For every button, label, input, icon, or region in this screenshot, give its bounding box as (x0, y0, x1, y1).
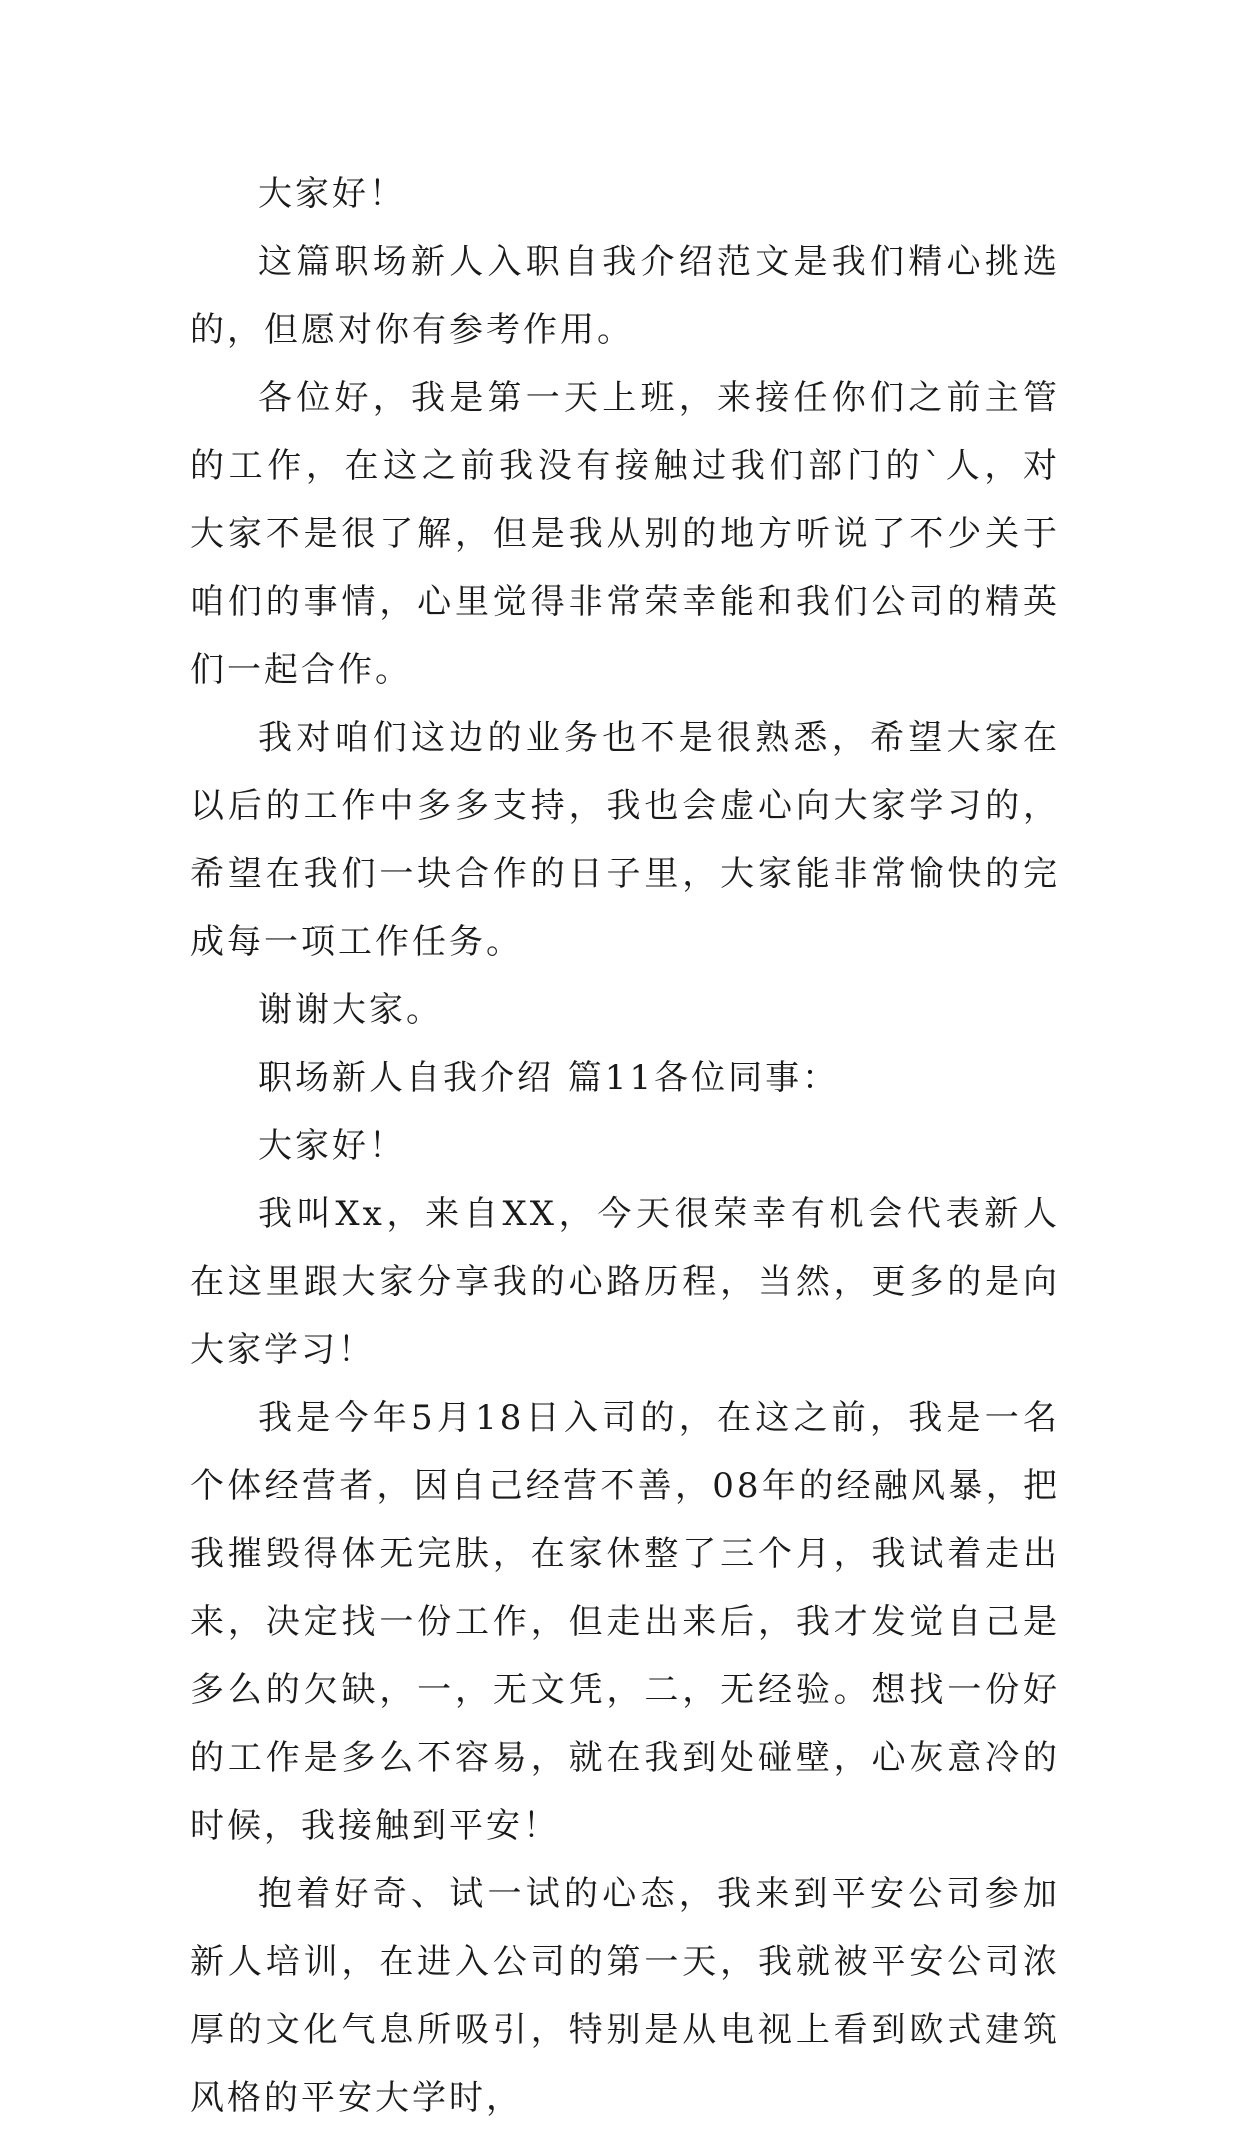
paragraph-first-day: 各位好，我是第一天上班，来接任你们之前主管的工作，在这之前我没有接触过我们部门的`人，对大家不是很了解，但是我从别的地方听说了不少关于咱们的事情，心里觉得非常荣幸能和我们公司的精英们一起合作。 (190, 378, 1060, 690)
paragraph-greeting: 大家好！ (258, 174, 406, 214)
paragraph-intro-note: 这篇职场新人入职自我介绍范文是我们精心挑选的，但愿对你有参考作用。 (190, 242, 1060, 350)
paragraph-business: 我对咱们这边的业务也不是很熟悉，希望大家在以后的工作中多多支持，我也会虚心向大家学习的，希望在我们一块合作的日子里，大家能非常愉快的完成每一项工作任务。 (190, 718, 1060, 962)
paragraph-greeting-2: 大家好！ (258, 1126, 406, 1166)
paragraph-background: 我是今年5月18日入司的，在这之前，我是一名个体经营者，因自己经营不善，08年的经融风暴，把我摧毁得体无完肤，在家休整了三个月，我试着走出来，决定找一份工作，但走出来后，我才发觉自己是多么的欠缺，一，无文凭，二，无经验。想找一份好的工作是多么不容易，就在我到处碰壁，心灰意冷的时候，我接触到平安！ (190, 1398, 1060, 1846)
paragraph-section-heading: 职场新人自我介绍 篇11各位同事： (258, 1058, 840, 1098)
paragraph-thanks: 谢谢大家。 (258, 990, 443, 1030)
paragraph-training: 抱着好奇、试一试的心态，我来到平安公司参加新人培训，在进入公司的第一天，我就被平安公司浓厚的文化气息所吸引，特别是从电视上看到欧式建筑风格的平安大学时， (190, 1874, 1060, 2118)
paragraph-self-intro: 我叫Xx，来自XX，今天很荣幸有机会代表新人在这里跟大家分享我的心路历程，当然，更多的是向大家学习！ (190, 1194, 1060, 1370)
document-body (190, 160, 1060, 2132)
